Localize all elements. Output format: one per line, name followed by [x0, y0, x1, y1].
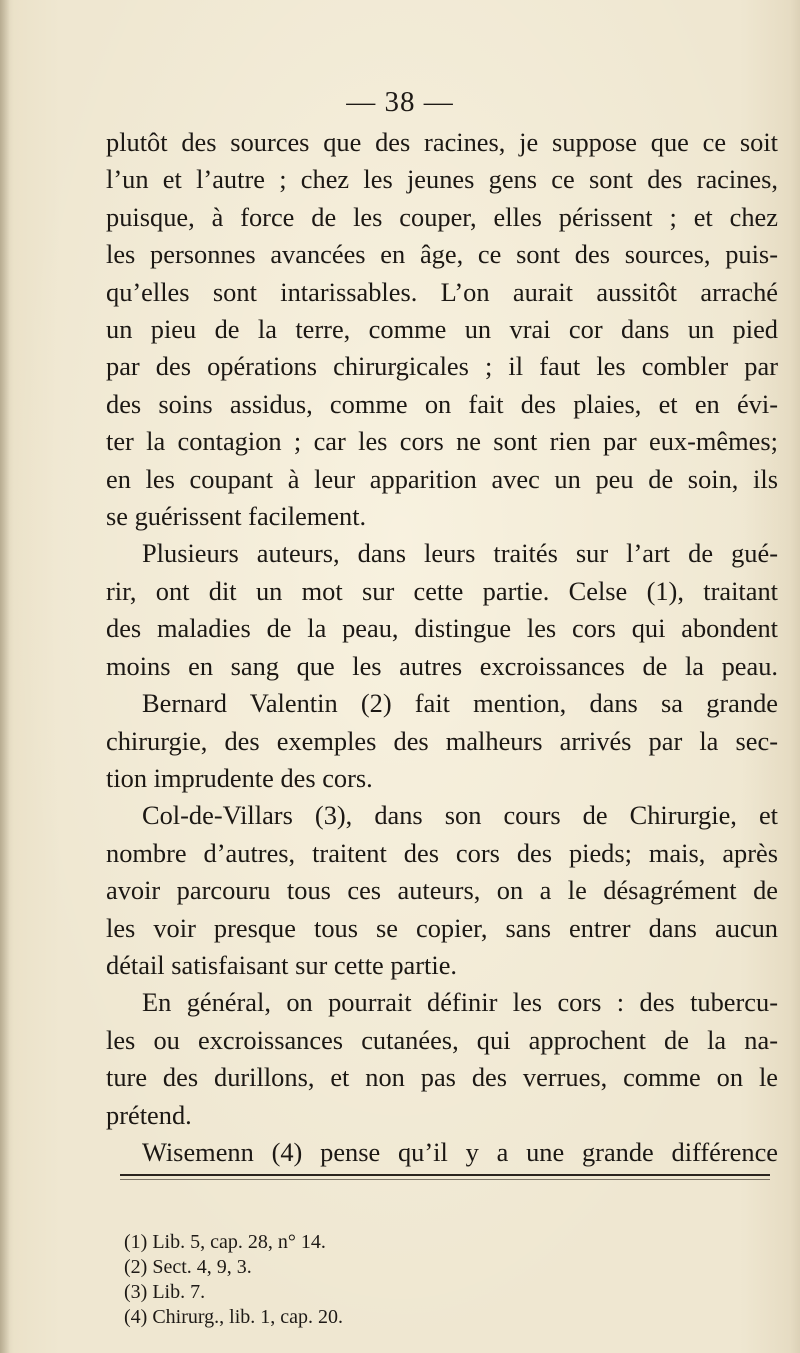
footnote-2: (2) Sect. 4, 9, 3.: [124, 1256, 252, 1278]
text-line: tion imprudente des cors.: [106, 762, 373, 793]
text-line: l’un et l’autre ; chez les jeunes gens ce sont des racines,: [106, 164, 778, 195]
text-line: les personnes avancées en âge, ce sont des sources, puis-: [106, 239, 778, 270]
paragraph-1: [106, 124, 778, 535]
text-line: prétend.: [106, 1099, 192, 1130]
text-line: Bernard Valentin (2) fait mention, dans sa grande: [142, 688, 778, 719]
footnote-separator-thin: [120, 1179, 770, 1180]
text-line: Wisemenn (4) pense qu’il y a une grande différence: [142, 1136, 778, 1167]
paragraph-5: [106, 1134, 778, 1171]
text-line: ture des durillons, et non pas des verrues, comme on le: [106, 1062, 778, 1093]
body-text: [106, 124, 778, 1171]
text-line: plutôt des sources que des racines, je suppose que ce soit: [106, 127, 778, 157]
paragraph-3: [106, 797, 778, 984]
text-line: les ou excroissances cutanées, qui approchent de la na-: [106, 1024, 778, 1055]
text-line: un pieu de la terre, comme un vrai cor dans un pied: [106, 314, 778, 345]
page-number-header: — 38 —: [346, 86, 454, 118]
text-line: Col-de-Villars (3), dans son cours de Chirurgie, et: [142, 800, 778, 831]
text-line: nombre d’autres, traitent des cors des pieds; mais, après: [106, 837, 778, 868]
footnote-3: (3) Lib. 7.: [124, 1281, 206, 1303]
text-line: les voir presque tous se copier, sans entrer dans aucun: [106, 912, 778, 943]
text-line: ter la contagion ; car les cors ne sont rien par eux-mêmes;: [106, 426, 778, 457]
paragraph-2: [106, 535, 778, 797]
text-line: rir, ont dit un mot sur cette partie. Celse (1), traitant: [106, 575, 778, 606]
text-line: par des opérations chirurgicales ; il faut les combler par: [106, 351, 778, 382]
footnote-1: (1) Lib. 5, cap. 28, n° 14.: [124, 1231, 326, 1253]
footnote-4: (4) Chirurg., lib. 1, cap. 20.: [124, 1306, 344, 1328]
text-line: des maladies de la peau, distingue les cors qui abondent: [106, 613, 778, 644]
text-line: puisque, à force de les couper, elles périssent ; et chez: [106, 201, 778, 232]
text-line: avoir parcouru tous ces auteurs, on a le désagrément de: [106, 875, 778, 906]
text-line: Plusieurs auteurs, dans leurs traités sur l’art de gué-: [142, 538, 778, 569]
text-line: se guérissent facilement.: [106, 501, 367, 532]
text-line: en les coupant à leur apparition avec un peu de soin, ils: [106, 463, 778, 494]
paragraph-4: [106, 984, 778, 1134]
text-line: chirurgie, des exemples des malheurs arrivés par la sec-: [106, 725, 778, 756]
text-line: des soins assidus, comme on fait des plaies, et en évi-: [106, 388, 778, 419]
text-line: qu’elles sont intarissables. L’on aurait aussitôt arraché: [106, 276, 778, 307]
text-line: En général, on pourrait définir les cors : des tubercu-: [142, 987, 778, 1018]
footnote-separator: [120, 1174, 770, 1176]
text-line: détail satisfaisant sur cette partie.: [106, 949, 458, 980]
binding-shadow: [0, 0, 10, 1353]
footnotes: [124, 1230, 624, 1330]
text-line: moins en sang que les autres excroissances de la peau.: [106, 650, 778, 681]
